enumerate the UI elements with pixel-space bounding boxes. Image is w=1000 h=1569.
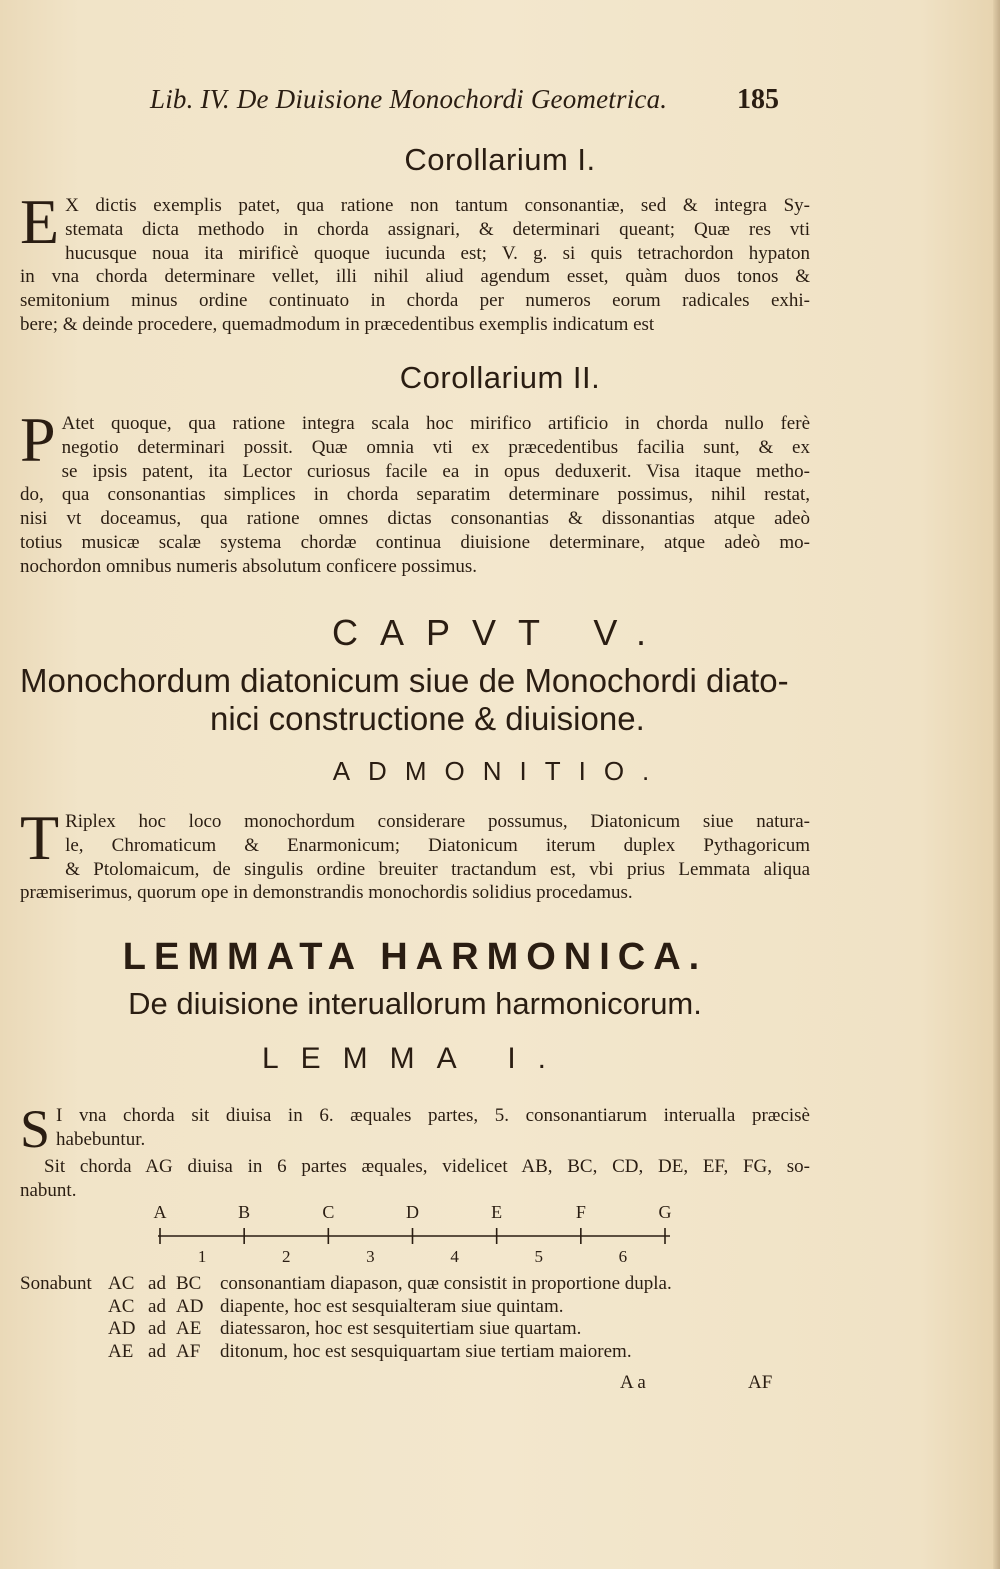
ratio-to: AD — [176, 1295, 204, 1317]
ratio-text: diatessaron, hoc est sesquitertiam siue quartam. — [220, 1318, 582, 1339]
text-line: bere; & deinde procedere, quemadmodum in præcedentibus exemplis indicatum est — [20, 313, 655, 335]
ratio-row — [20, 1318, 820, 1341]
text-line: nabunt. — [20, 1179, 77, 1201]
text-line: le, Chromaticum & Enarmonicum; Diatonicum iterum duplex Pythagoricum — [65, 834, 810, 856]
text-line: se ipsis patent, ita Lector curiosus facile ea in opus deduxerit. Visa itaque metho- — [61, 460, 810, 482]
blank-margin — [0, 1400, 1000, 1569]
sit-chorda-text — [20, 1155, 810, 1203]
lemma-title: LEMMA I. — [261, 1042, 569, 1075]
admonitio-title: ADMONITIO. — [332, 756, 668, 786]
dropcap-p: P — [20, 404, 56, 475]
segment-number: 2 — [282, 1247, 291, 1266]
dropcap-e: E — [20, 186, 60, 257]
ratio-text: consonantiam diapason, quæ consistit in proportione dupla. — [220, 1273, 672, 1294]
point-label-g: G — [658, 1202, 672, 1222]
catchword-left: A a — [620, 1372, 646, 1393]
ratio-ad: ad — [148, 1318, 166, 1339]
caput-subtitle-line-2: nici constructione & diuisione. — [210, 700, 645, 737]
segment-number: 4 — [450, 1247, 459, 1266]
point-label-a: A — [153, 1202, 167, 1222]
text-line: totius musicæ scalæ systema chordæ continua diuisione determinare, atque adeò mo- — [20, 531, 810, 553]
text-line: Atet quoque, qua ratione integra scala hoc mirifico artificio in chorda nullo ferè — [61, 413, 810, 434]
text-line: I vna chorda sit diuisa in 6. æquales partes, 5. consonantiarum interualla præcisè — [56, 1105, 810, 1126]
ratio-from: AC — [108, 1295, 135, 1317]
catchword-right: AF — [748, 1372, 773, 1393]
ratio-to: AF — [176, 1340, 201, 1362]
ratio-to: AE — [176, 1318, 202, 1339]
text-line: Sit chorda AG diuisa in 6 partes æquales, videlicet AB, BC, CD, DE, EF, FG, so- — [44, 1156, 810, 1177]
point-label-b: B — [238, 1202, 251, 1222]
lemma-text — [20, 1099, 810, 1159]
running-head: Lib. IV. De Diuisione Monochordi Geometrica. — [150, 84, 668, 114]
dropcap-s: S — [20, 1099, 51, 1159]
point-label-f: F — [575, 1202, 586, 1222]
text-line: præmiserimus, quorum ope in demonstrandis monochordis solidius procedamus. — [20, 882, 633, 904]
text-line: habebuntur. — [56, 1128, 146, 1150]
segment-number: 5 — [534, 1247, 543, 1266]
text-line: stemata dicta methodo in chorda assignari, & determinari queant; Quæ res vti — [65, 218, 810, 240]
ratio-lead: Sonabunt — [20, 1273, 92, 1294]
ratio-from: AD — [108, 1318, 136, 1339]
ratio-row — [20, 1296, 820, 1319]
dropcap-t: T — [20, 802, 60, 873]
caput-title: CAPVT V. — [331, 612, 669, 653]
ratio-to: BC — [176, 1273, 202, 1294]
ratio-list — [20, 1273, 820, 1363]
text-line: nisi vt doceamus, qua ratione omnes dictas consonantias & dissonantias atque adeò — [20, 508, 810, 530]
text-line: hucusque noua ita mirificè quoque iucunda est; V. g. si quis tetrachordon hypaton — [65, 242, 810, 264]
text-line: & Ptolomaicum, de singulis ordine breuiter tractandum est, vbi prius Lemmata aliqua — [65, 858, 810, 880]
segment-number: 3 — [366, 1247, 375, 1266]
ratio-row — [20, 1273, 820, 1296]
ratio-ad: ad — [148, 1295, 166, 1317]
ratio-from: AE — [108, 1340, 134, 1362]
ratio-from: AC — [108, 1273, 135, 1294]
ratio-lead — [20, 1296, 108, 1319]
ratio-text: ditonum, hoc est sesquiquartam siue tertiam maiorem. — [220, 1340, 632, 1362]
point-label-e: E — [491, 1202, 503, 1222]
text-line: semitonium minus ordine continuato in chorda per numeros eorum radicales exhi- — [20, 290, 810, 312]
lemmata-title: LEMMATA HARMONICA. — [122, 936, 708, 978]
text-line: negotio determinari possit. Quæ omnia vti ex præcedentibus facilia sunt, & ex — [61, 436, 810, 458]
text-line: nochordon omnibus numeris absolutum conficere possimus. — [20, 555, 477, 577]
corollarium-2-text — [20, 404, 810, 579]
text-line: Riplex hoc loco monochordum considerare possumus, Diatonicum siue natura- — [65, 811, 810, 832]
ratio-row — [20, 1341, 820, 1364]
text-line: do, qua consonantias simplices in chorda separatim determinare possimus, nihil restat, — [20, 484, 810, 506]
point-label-c: C — [322, 1202, 335, 1222]
caput-subtitle-line-1: Monochordum diatonicum siue de Monochordi diato- — [20, 662, 789, 699]
admonitio-text — [20, 802, 810, 905]
chord-division-diagram — [150, 1198, 710, 1268]
corollarium-2-title: Corollarium II. — [399, 360, 601, 395]
corollarium-1-text — [20, 186, 810, 337]
text-line: in vna chorda determinare vellet, illi nihil aliud agendum esset, quàm duos tonos & — [20, 266, 810, 288]
page-number: 185 — [737, 84, 779, 115]
segment-number: 1 — [197, 1247, 207, 1266]
point-label-d: D — [406, 1202, 419, 1222]
ratio-lead — [20, 1318, 108, 1341]
lemmata-subtitle: De diuisione interuallorum harmonicorum. — [128, 986, 702, 1021]
ratio-lead — [20, 1341, 108, 1364]
segment-number: 6 — [618, 1247, 628, 1266]
ratio-ad: ad — [148, 1273, 166, 1294]
ratio-text: diapente, hoc est sesquialteram siue quintam. — [220, 1295, 564, 1317]
ratio-ad: ad — [148, 1340, 166, 1362]
page-edge-shadow — [993, 0, 1000, 1569]
corollarium-1-title: Corollarium I. — [404, 142, 596, 177]
text-line: X dictis exemplis patet, qua ratione non tantum consonantiæ, sed & integra Sy- — [65, 195, 810, 216]
